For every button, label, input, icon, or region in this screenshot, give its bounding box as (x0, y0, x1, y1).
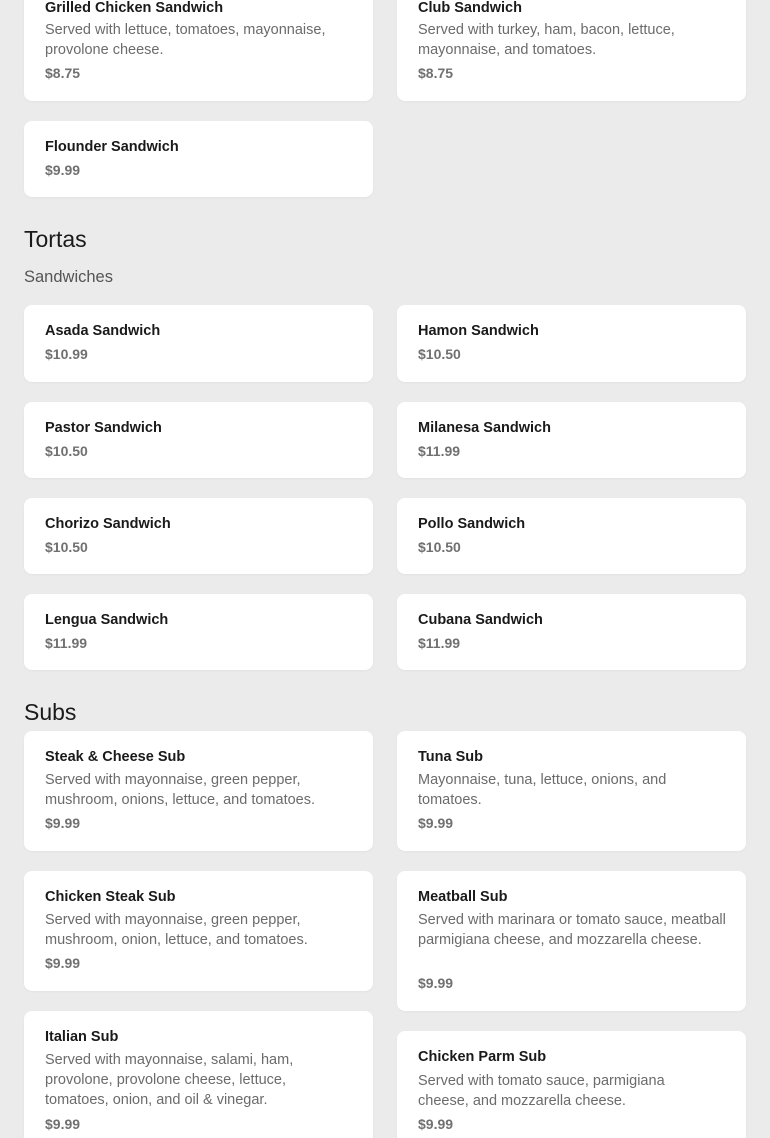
menu-item-card[interactable] (24, 402, 373, 478)
item-price: $9.99 (45, 815, 81, 831)
item-name: Chicken Parm Sub (418, 1049, 547, 1065)
menu-item-card[interactable] (24, 871, 373, 991)
item-description: Served with mayonnaise, green pepper, mushroom, onion, lettuce, and tomatoes. (45, 912, 308, 948)
item-description: Served with lettuce, tomatoes, mayonnaise, provolone cheese. (45, 22, 326, 58)
menu-item-card[interactable] (24, 731, 373, 851)
item-name: Italian Sub (45, 1029, 119, 1045)
item-name: Flounder Sandwich (45, 139, 179, 155)
item-price: $9.99 (418, 815, 454, 831)
menu-item-card[interactable] (397, 402, 746, 478)
item-description: Served with mayonnaise, salami, ham, provolone, provolone cheese, lettuce, tomatoes, onion, and oil & vinegar. (45, 1052, 294, 1108)
item-name: Hamon Sandwich (418, 323, 539, 339)
item-price: $10.99 (45, 346, 88, 362)
menu-item-card[interactable] (24, 594, 373, 670)
item-description: Served with tomato sauce, parmigiana cheese, and mozzarella cheese. (418, 1073, 665, 1109)
item-name: Meatball Sub (418, 889, 508, 905)
item-description: Served with marinara or tomato sauce, meatball parmigiana cheese, and mozzarella cheese. (418, 912, 726, 948)
item-price: $9.99 (45, 162, 81, 178)
item-price: $9.99 (45, 955, 81, 971)
menu-item-card[interactable] (24, 498, 373, 574)
item-description: Served with mayonnaise, green pepper, mushroom, onions, lettuce, and tomatoes. (45, 772, 316, 808)
menu-item-card[interactable] (397, 305, 746, 382)
item-name: Cubana Sandwich (418, 612, 543, 628)
item-name: Asada Sandwich (45, 323, 161, 339)
item-name: Milanesa Sandwich (418, 420, 551, 436)
menu-item-card[interactable] (397, 594, 746, 670)
item-description: Mayonnaise, tuna, lettuce, onions, and tomatoes. (418, 772, 667, 808)
item-price: $10.50 (45, 443, 88, 459)
item-price: $9.99 (418, 975, 454, 991)
item-price: $10.50 (418, 539, 461, 555)
item-name: Steak & Cheese Sub (45, 749, 186, 765)
item-name: Pastor Sandwich (45, 420, 162, 436)
item-description: Served with turkey, ham, bacon, lettuce, mayonnaise, and tomatoes. (418, 22, 675, 58)
item-price: $9.99 (418, 1116, 454, 1132)
menu-item-card[interactable] (24, 121, 373, 197)
menu-item-card[interactable] (397, 1031, 746, 1138)
item-price: $10.50 (418, 346, 461, 362)
item-price: $8.75 (418, 65, 454, 81)
item-name: Lengua Sandwich (45, 612, 169, 628)
item-name: Grilled Chicken Sandwich (45, 0, 224, 16)
menu-item-card[interactable] (397, 731, 746, 851)
item-name: Chorizo Sandwich (45, 516, 171, 532)
section-title-subs: Subs (24, 699, 77, 725)
item-name: Pollo Sandwich (418, 516, 526, 532)
section-subtitle-tortas: Sandwiches (24, 268, 113, 286)
item-price: $8.75 (45, 65, 81, 81)
item-price: $9.99 (45, 1116, 81, 1132)
item-price: $11.99 (418, 635, 461, 651)
menu-item-card[interactable] (24, 305, 373, 382)
menu-item-card[interactable] (397, 871, 746, 1011)
item-name: Tuna Sub (418, 749, 483, 765)
item-price: $11.99 (418, 443, 461, 459)
item-name: Chicken Steak Sub (45, 889, 176, 905)
menu-item-card[interactable] (24, 0, 373, 101)
menu-item-card[interactable] (24, 1011, 373, 1138)
item-price: $10.50 (45, 539, 88, 555)
section-title-tortas: Tortas (24, 226, 87, 252)
menu-item-card[interactable] (397, 498, 746, 574)
item-price: $11.99 (45, 635, 88, 651)
item-name: Club Sandwich (418, 0, 522, 16)
menu-item-card[interactable] (397, 0, 746, 101)
